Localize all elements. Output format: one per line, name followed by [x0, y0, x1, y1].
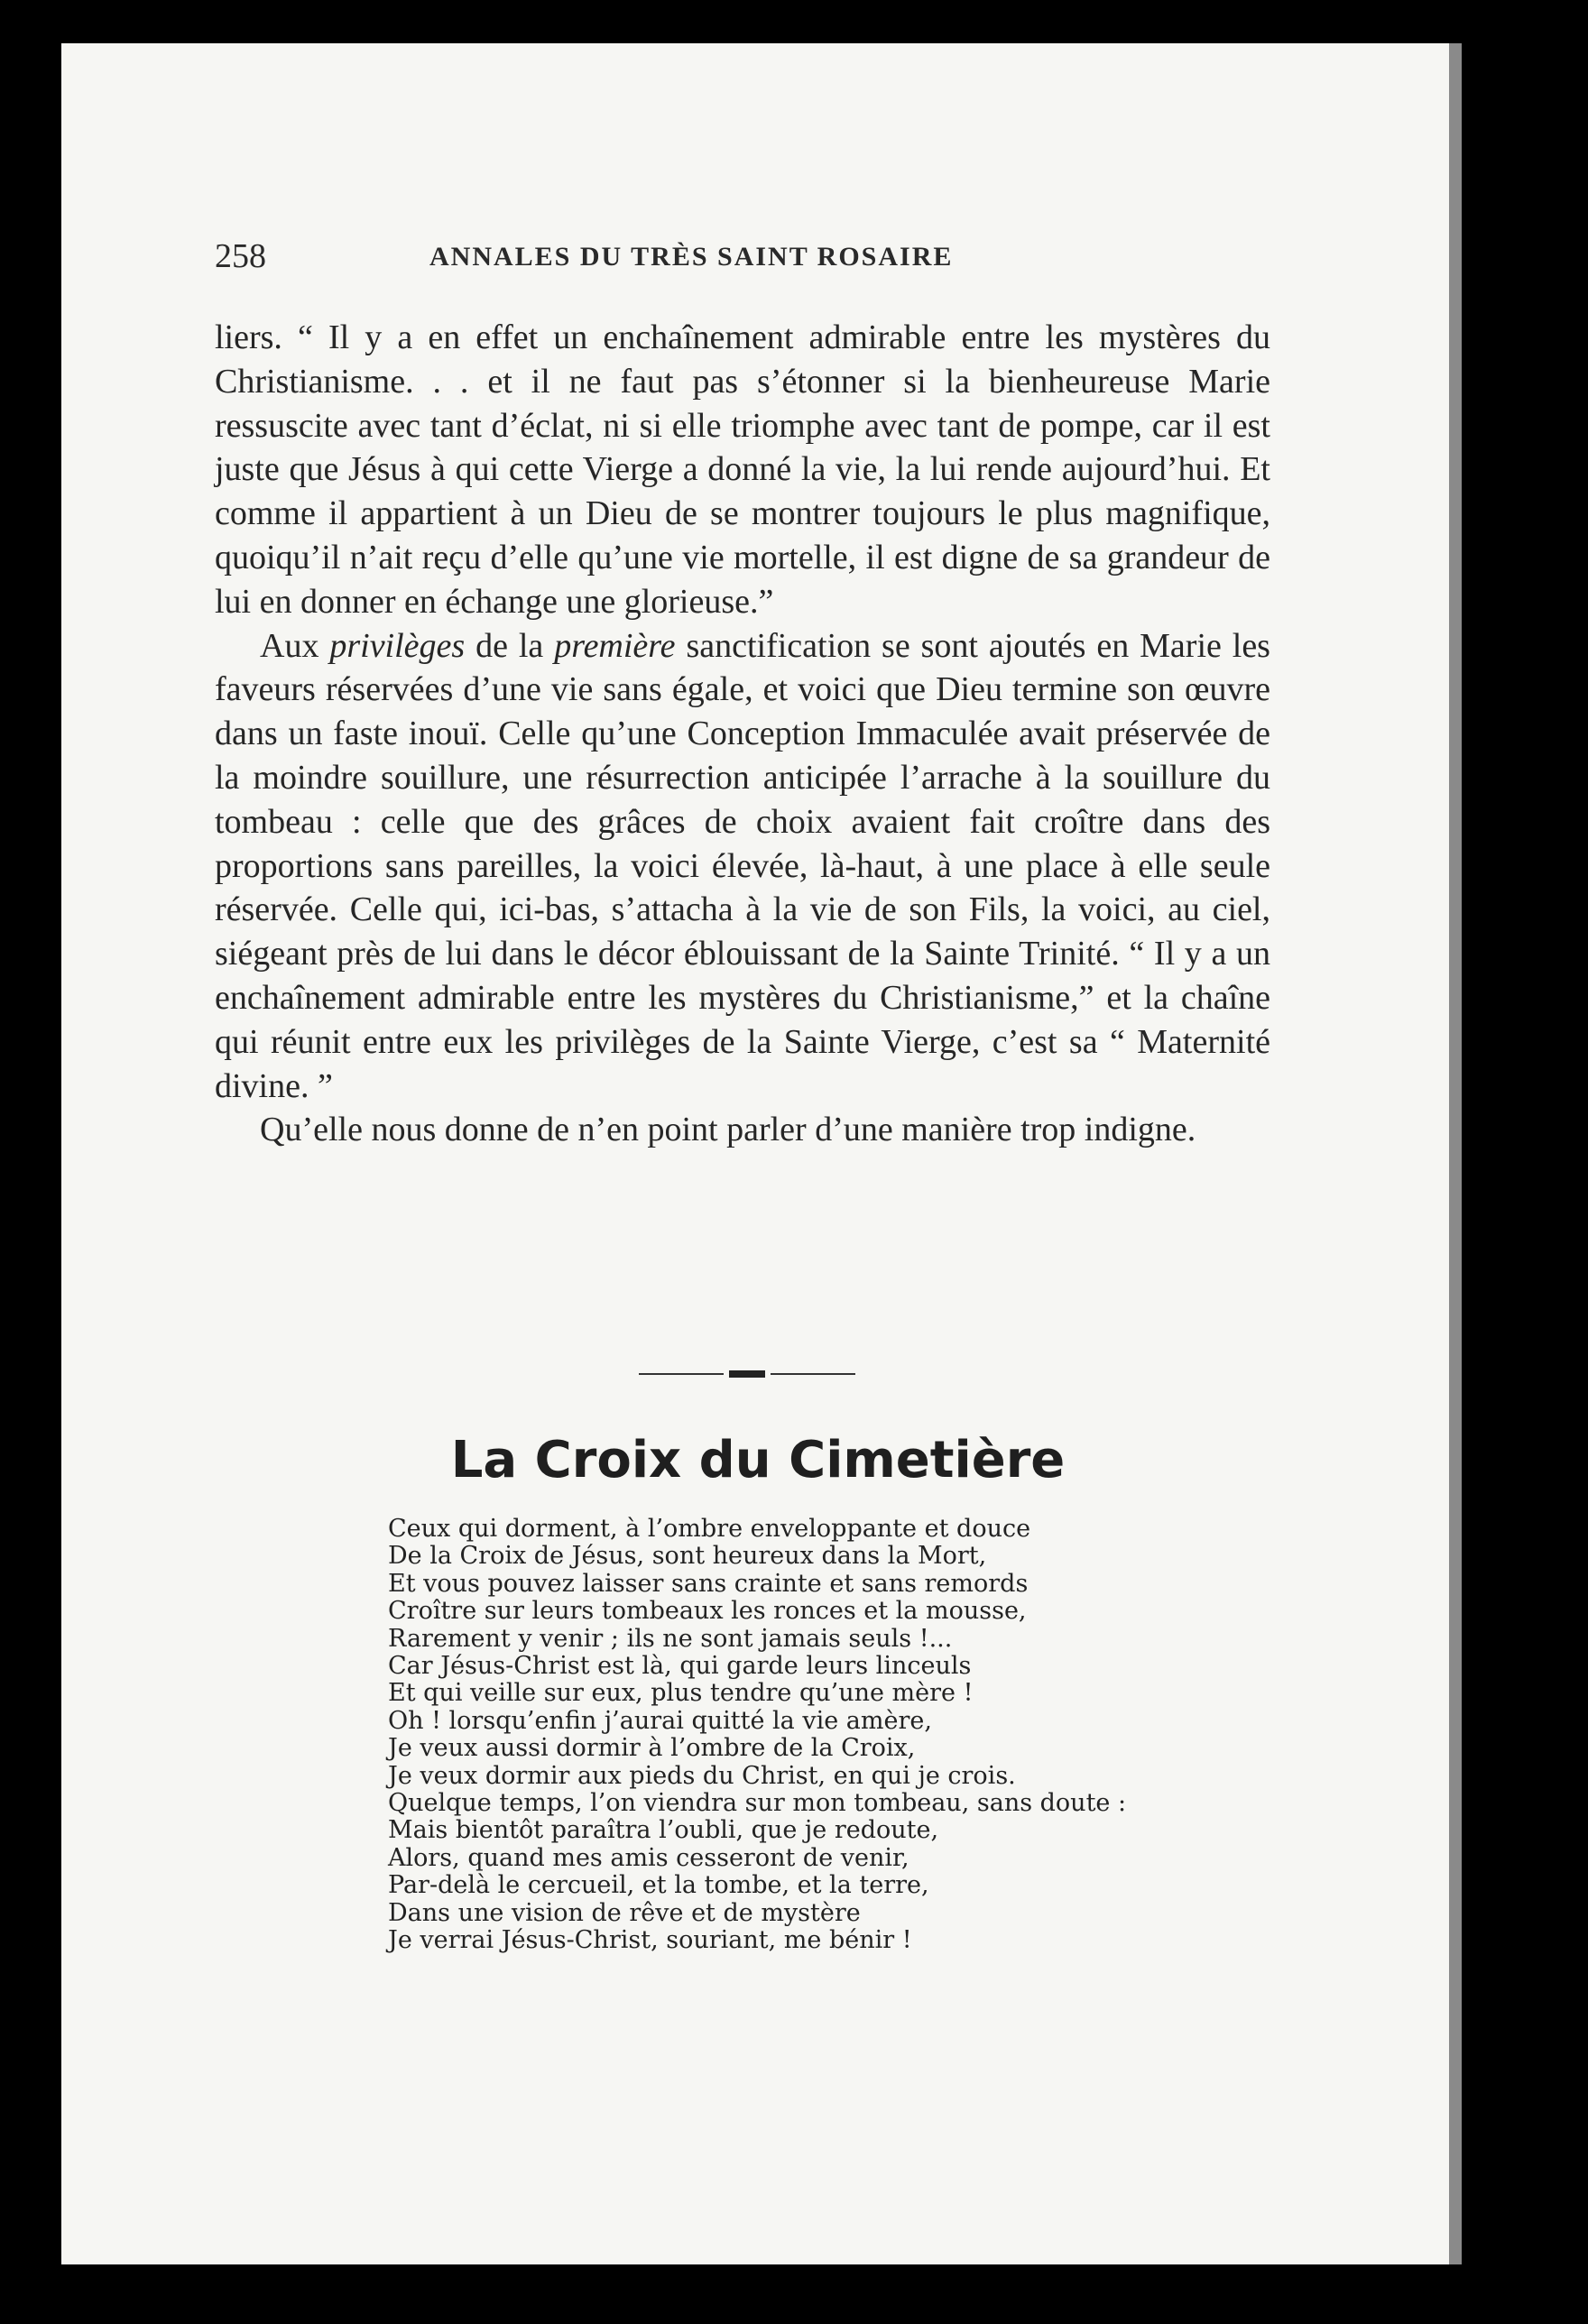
paragraph-2-emphasis-1: privilèges [329, 626, 466, 665]
poem-line: Alors, quand mes amis cesseront de venir, [388, 1843, 909, 1872]
paragraph-2-pre: Aux [260, 626, 330, 665]
poem-line: Par-delà le cercueil, et la tombe, et la terre, [388, 1871, 929, 1900]
poem-line: Quelque temps, l’on viendra sur mon tombeau, sans doute : [388, 1789, 1127, 1818]
poem-line: Car Jésus-Christ est là, qui garde leurs linceuls [388, 1652, 972, 1681]
poem-line: Rarement y venir ; ils ne sont jamais seuls !... [388, 1624, 953, 1653]
facing-page-edge [1449, 43, 1462, 2264]
poem-line: Mais bientôt paraîtra l’oubli, que je redoute, [388, 1816, 939, 1845]
page-number: 258 [215, 237, 266, 275]
poem-line: De la Croix de Jésus, sont heureux dans la Mort, [388, 1542, 987, 1571]
divider-line-right [771, 1373, 855, 1375]
poem-line: Je veux aussi dormir à l’ombre de la Croix, [388, 1734, 916, 1763]
paragraph-3: Qu’elle nous donne de n’en point parler d’une manière trop indigne. [260, 1111, 1196, 1149]
paragraph-1: liers. “ Il y a en effet un enchaînement admirable entre les mystères du Christianisme. . . et il ne faut pas s’étonner si la bienheureuse Marie ressuscite avec tant d’éclat, ni si elle triomphe avec tant de pompe, car il est juste que Jésus à qui cette Vierge a donné la vie, la lui rende aujourd’hui. Et comme il appartient à un Dieu de se montrer toujours le plus magnifique, quoiqu’il n’ait reçu d’elle qu’une vie mortelle, il est digne de sa grandeur de lui en donner en échange une glorieuse.” [215, 318, 1270, 621]
divider-line-left [639, 1373, 724, 1375]
poem-line: Ceux qui dorment, à l’ombre enveloppante et douce [388, 1515, 1031, 1543]
paragraph-2 [215, 624, 1270, 1109]
divider-ornament [729, 1370, 765, 1378]
poem-line: Et vous pouvez laisser sans crainte et sans remords [388, 1569, 1029, 1598]
poem-line: Et qui veille sur eux, plus tendre qu’une mère ! [388, 1679, 974, 1708]
poem-title: La Croix du Cimetière [450, 1431, 1066, 1489]
paragraph-2-emphasis-2: première [554, 626, 676, 665]
section-divider [639, 1369, 855, 1379]
poem-line: Oh ! lorsqu’enfin j’aurai quitté la vie amère, [388, 1706, 932, 1735]
poem [388, 1516, 1272, 1955]
poem-line: Croître sur leurs tombeaux les ronces et la mousse, [388, 1597, 1027, 1626]
body-text [215, 316, 1270, 1152]
poem-line: Je veux dormir aux pieds du Christ, en qui je crois. [388, 1761, 1016, 1790]
poem-line: Je verrai Jésus-Christ, souriant, me bénir ! [388, 1926, 912, 1955]
paragraph-2-post: sanctification se sont ajoutés en Marie les faveurs réservées d’une vie sans égale, et voici que Dieu termine son œuvre dans un faste inouï. Celle qu’une Conception Immaculée avait préservée de la moindre souillure, une résurrection anticipée l’arrache à la souillure du tombeau : celle que des grâces de choix avaient fait croître dans des proportions sans pareilles, la voici élevée, là-haut, à une place à elle seule réservée. Celle qui, ici-bas, s’attacha à la vie de son Fils, la voici, au ciel, siégeant près de lui dans le décor éblouissant de la Sainte Trinité. “ Il y a un enchaînement admirable entre les mystères du Christianisme,” et la chaîne qui réunit entre eux les privilèges de la Sainte Vierge, c’est sa “ Maternité divine. ” [215, 626, 1270, 1105]
running-title: ANNALES DU TRÈS SAINT ROSAIRE [429, 242, 954, 272]
paragraph-2-mid: de la [465, 626, 555, 665]
poem-line: Dans une vision de rêve et de mystère [388, 1898, 861, 1927]
page-header [215, 236, 1081, 281]
